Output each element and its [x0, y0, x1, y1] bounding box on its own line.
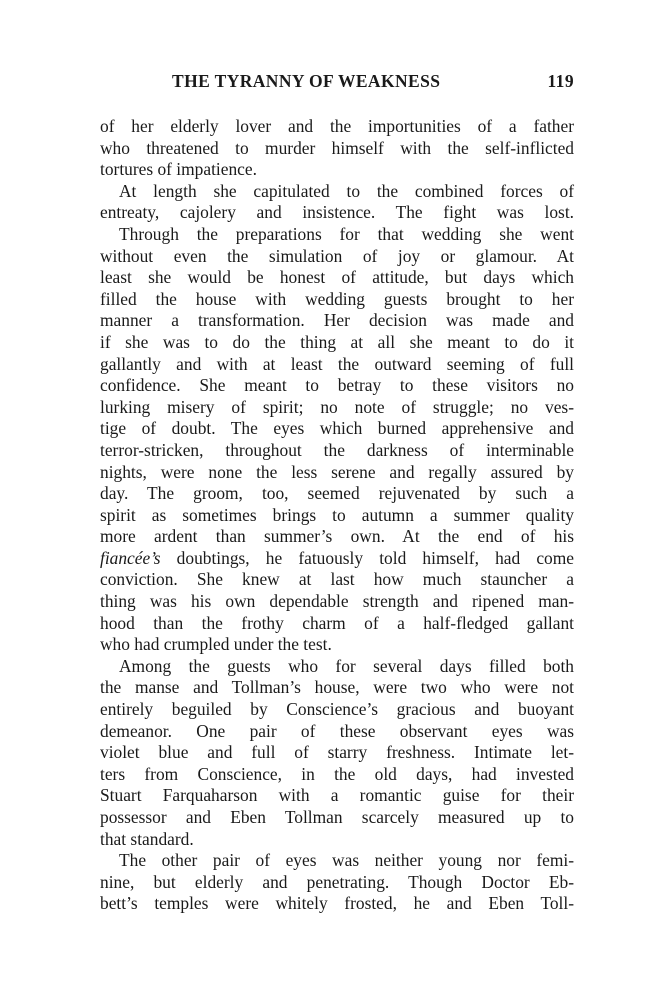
text-line: who threatened to murder himself with the self-inflicted	[100, 137, 574, 158]
text-line: At length she capitulated to the combined forces of	[119, 180, 574, 201]
text-line: day. The groom, too, seemed rejuvenated by such a	[100, 483, 574, 504]
text-line: who had crumpled under the test.	[100, 634, 332, 655]
body-text	[100, 116, 574, 915]
text-line: conviction. She knew at last how much stauncher a	[100, 569, 574, 590]
text-line: possessor and Eben Tollman scarcely measured up to	[100, 807, 574, 827]
text-line: manner a transformation. Her decision was made and	[100, 310, 574, 331]
text-line: thing was his own dependable strength and ripened man-	[100, 591, 574, 612]
italic-word: fiancée’s	[100, 547, 161, 568]
text-line: Stuart Farquaharson with a romantic guise for their	[100, 785, 574, 806]
text-line: if she was to do the thing at all she meant to do it	[100, 331, 574, 352]
running-head	[100, 71, 574, 99]
text-line: tortures of impatience.	[100, 159, 257, 180]
text-line: Through the preparations for that wedding she went	[119, 223, 574, 244]
text-line: spirit as sometimes brings to autumn a summer quality	[100, 504, 574, 525]
text-line: bett’s temples were whitely frosted, he and Eben Toll-	[100, 893, 574, 914]
text-line: lurking misery of spirit; no note of struggle; no ves-	[100, 396, 574, 417]
text-line: entirely beguiled by Conscience’s gracious and buoyant	[100, 699, 574, 720]
text-line: The other pair of eyes was neither young nor femi-	[119, 850, 574, 871]
text-line: the manse and Tollman’s house, were two who were not	[100, 677, 574, 698]
text-line: filled the house with wedding guests brought to her	[100, 288, 574, 309]
text-line: of her elderly lover and the importunities of a father	[100, 116, 574, 136]
text-line: gallantly and with at least the outward seeming of full	[100, 353, 574, 374]
text-line: fiancée’s doubtings, he fatuously told himself, had come	[100, 547, 574, 568]
text-line: demeanor. One pair of these observant eyes was	[100, 720, 574, 741]
text-line: terror-stricken, throughout the darkness of interminable	[100, 439, 574, 460]
running-title: THE TYRANNY OF WEAKNESS	[172, 71, 441, 91]
text-line: Among the guests who for several days filled both	[119, 655, 574, 676]
text-line: nights, were none the less serene and regally assured by	[100, 461, 574, 482]
text-line: hood than the frothy charm of a half-fledged gallant	[100, 612, 574, 633]
text-line: nine, but elderly and penetrating. Though Doctor Eb-	[100, 871, 574, 892]
page-number: 119	[547, 71, 574, 91]
text-line: that standard.	[100, 828, 194, 849]
text-line: entreaty, cajolery and insistence. The fight was lost.	[100, 202, 574, 223]
text-line: confidence. She meant to betray to these visitors no	[100, 375, 574, 396]
text-line: least she would be honest of attitude, but days which	[100, 267, 574, 288]
text-line: ters from Conscience, in the old days, had invested	[100, 763, 574, 784]
text-line: tige of doubt. The eyes which burned apprehensive and	[100, 418, 574, 439]
text-line: violet blue and full of starry freshness. Intimate let-	[100, 742, 574, 763]
text-line: more ardent than summer’s own. At the end of his	[100, 526, 574, 547]
text-line: without even the simulation of joy or glamour. At	[100, 245, 574, 266]
